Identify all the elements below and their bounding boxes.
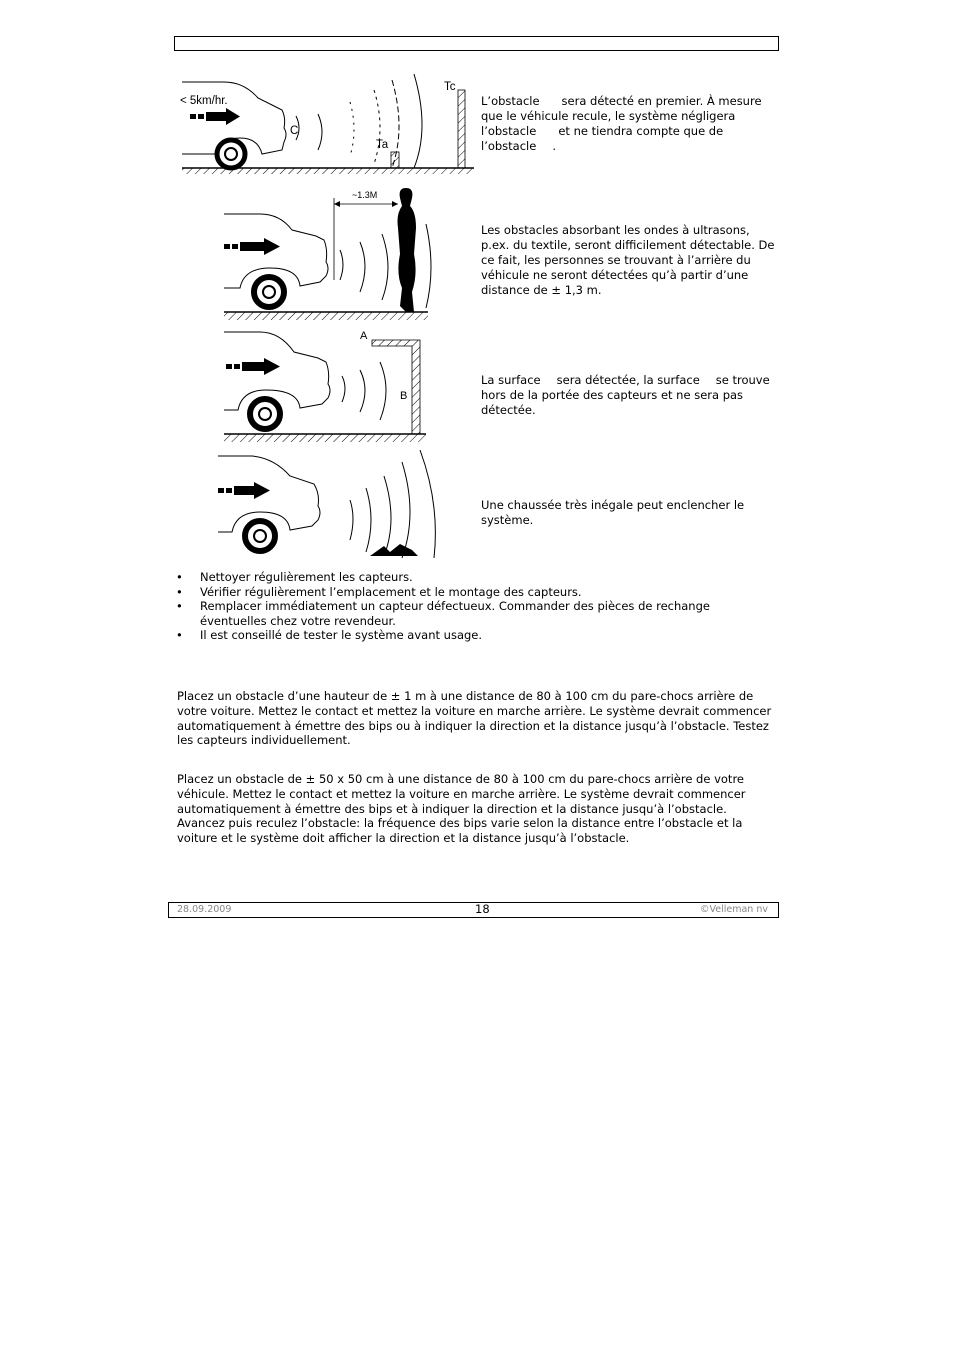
list-item: • Remplacer immédiatement un capteur défectueux. Commander des pièces de rechange éventuelles chez votre revendeur. xyxy=(176,599,776,628)
figure-2-illustration xyxy=(220,184,432,324)
maintenance-list xyxy=(176,570,776,643)
test-paragraph-1: Placez un obstacle d’une hauteur de ± 1 m à une distance de 80 à 100 cm du pare-chocs arrière de votre voiture. Mettez le contact et mettez la voiture en marche arrière. Le système devrait commencer automatiquement à émettre des bips ou à indiquer la direction et la distance jusqu’à l’obstacle. Testez les capteurs individuellement. xyxy=(177,689,772,748)
test-paragraph-2: Placez un obstacle de ± 50 x 50 cm à une distance de 80 à 100 cm du pare-chocs arrière de votre véhicule. Mettez le contact et mettez la voiture en marche arrière. Le système devrait commencer automatiquement à émettre des bips et à indiquer la direction et la distance jusqu’à l’obstacle. Avancez puis reculez l’obstacle: la fréquence des bips varie selon la distance entre l’obstacle et la voiture et le système doit afficher la direction et la distance jusqu’à l’obstacle. xyxy=(177,772,746,846)
list-item: • Il est conseillé de tester le système avant usage. xyxy=(176,628,776,643)
figure-1-speed-label: < 5km/hr. xyxy=(180,95,228,107)
figure-3-label-a: A xyxy=(360,330,368,342)
figure-3-illustration xyxy=(220,326,432,446)
figure-2-distance-label: ~1.3M xyxy=(352,190,378,200)
figure-1-label-tc: Tc xyxy=(444,81,456,93)
figure-4-text: Une chaussée très inégale peut enclencher le système. xyxy=(481,498,745,527)
figure-4-illustration xyxy=(214,448,454,560)
page-number: 18 xyxy=(475,902,490,916)
figure-1-label-ta: Ta xyxy=(376,139,389,151)
list-item: • Nettoyer régulièrement les capteurs. xyxy=(176,570,776,585)
figure-1-illustration xyxy=(178,72,478,176)
figure-1-label-c: C xyxy=(290,125,299,137)
footer xyxy=(168,902,779,918)
footer-copyright: ©Velleman nv xyxy=(700,904,768,915)
figure-3-label-b: B xyxy=(400,390,408,402)
header-box xyxy=(174,36,779,51)
figure-3-text: La surface sera détectée, la surface se trouve hors de la portée des capteurs et ne sera pas détectée. xyxy=(481,373,770,417)
figure-2-text: Les obstacles absorbant les ondes à ultrasons, p.ex. du textile, seront difficilement détectable. De ce fait, les personnes se trouvant à l’arrière du véhicule ne seront détectées qu’à partir d’une distance de ± 1,3 m. xyxy=(481,223,775,297)
footer-date: 28.09.2009 xyxy=(177,904,232,915)
list-item: • Vérifier régulièrement l’emplacement et le montage des capteurs. xyxy=(176,585,776,600)
figure-1-text: L’obstacle sera détecté en premier. À mesure que le véhicule recule, le système négligera l’obstacle et ne tiendra compte que de l’obstacle . xyxy=(481,94,762,153)
